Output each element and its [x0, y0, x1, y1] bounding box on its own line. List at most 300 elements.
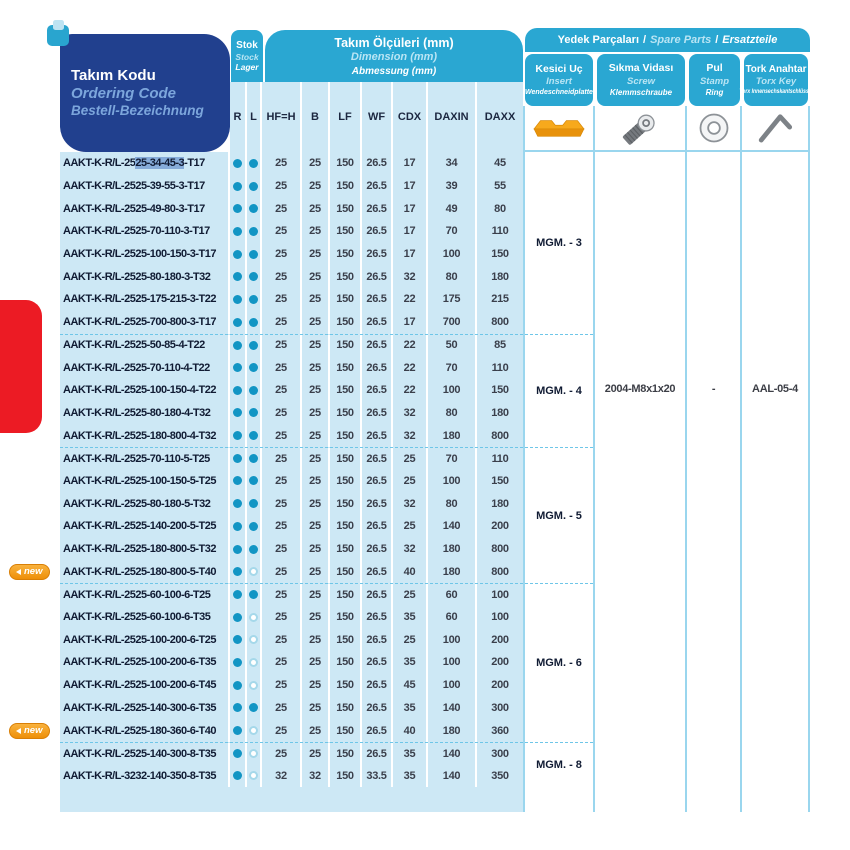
dimension-cell: 25 — [302, 492, 330, 515]
dimension-cell: 85 — [494, 339, 506, 352]
dimension-cell: 25 — [302, 265, 330, 288]
stock-r-dot-filled — [233, 771, 242, 780]
stock-r-dot-filled — [233, 522, 242, 531]
dimension-cell: 26.5 — [362, 697, 393, 720]
stock-r-dot-filled — [233, 726, 242, 735]
dimension-cell: 140 — [428, 515, 477, 538]
stock-l-cell — [247, 584, 262, 606]
ordering-code-text: AAKT-K-R/L-2525-80-180-3-T32 — [63, 270, 211, 283]
dimension-cell: 150 — [330, 356, 362, 379]
ordering-code-cell — [60, 335, 230, 357]
stock-l-cell — [247, 424, 262, 447]
table-row — [60, 470, 523, 493]
dimension-cell: 22 — [393, 288, 428, 311]
dimension-cell: 110 — [491, 225, 509, 238]
stock-l-cell — [247, 628, 262, 651]
dimension-cell: 60 — [428, 584, 477, 606]
dimension-cell: 25 — [302, 424, 330, 447]
dimension-cell: 25 — [302, 220, 330, 243]
torx-key-icon — [742, 106, 810, 150]
stock-l-dot-filled — [249, 590, 258, 599]
dimension-cell: 25 — [302, 243, 330, 266]
ordering-code-cell — [60, 697, 230, 720]
table-row — [24, 719, 523, 742]
spare-parts-label-de: Ersatzteile — [722, 34, 778, 46]
dimension-cell: 25 — [262, 265, 302, 288]
dimension-cell: 25 — [302, 448, 330, 470]
dimension-cell: 100 — [491, 611, 509, 624]
dimension-cell: 150 — [330, 448, 362, 470]
ordering-code-cell — [60, 470, 230, 493]
ordering-code-text: AAKT-K-R/L-2525-140-200-5-T25 — [63, 520, 216, 533]
stock-r-cell — [230, 674, 247, 697]
ordering-code-text: AAKT-K-R/L-2525-100-200-6-T25 — [63, 633, 216, 646]
dimension-cell: 25 — [262, 584, 302, 606]
ordering-code-text: AAKT-K-R/L-2525-700-800-3-T17 — [63, 316, 216, 329]
washer-icon — [687, 106, 742, 150]
dimension-cell: 150 — [330, 379, 362, 402]
dimension-cell: 150 — [330, 515, 362, 538]
dimension-cell: 25 — [262, 697, 302, 720]
dimension-cell: 25 — [302, 335, 330, 357]
insert-type-label: MGM. - 8 — [536, 759, 582, 772]
ordering-code-cell — [60, 288, 230, 311]
table-row — [60, 152, 523, 175]
dimension-cell: 25 — [262, 470, 302, 493]
stock-l-cell — [247, 743, 262, 765]
dimension-cell: 26.5 — [362, 606, 393, 629]
table-row — [60, 311, 523, 334]
dimension-cell: 35 — [393, 651, 428, 674]
badge-arrow-icon — [16, 728, 21, 734]
insert-header: Kesici Uç Insert Wendeschneidplatte — [525, 54, 593, 106]
dimension-cell: 150 — [491, 248, 509, 261]
ring-column — [687, 152, 742, 812]
dimension-cell: 26.5 — [362, 288, 393, 311]
dimension-cell: 100 — [491, 588, 509, 601]
dimension-cell: 700 — [428, 311, 477, 334]
stock-l-dot-filled — [249, 227, 258, 236]
table-row — [60, 402, 523, 425]
screw-value: 2004-M8x1x20 — [604, 383, 676, 395]
column-label: L — [247, 82, 262, 152]
ordering-code-text: AAKT-K-R/L-2525-180-360-6-T40 — [63, 724, 216, 737]
dimension-cell: 150 — [330, 719, 362, 742]
dimension-cell: 26.5 — [362, 448, 393, 470]
stock-l-cell — [247, 765, 262, 788]
table-row — [60, 424, 523, 447]
ordering-code-text: AAKT-K-R/L-2525-80-180-5-T32 — [63, 497, 211, 510]
dimension-cell: 26.5 — [362, 220, 393, 243]
stock-l-cell — [247, 175, 262, 198]
stock-r-dot-filled — [233, 408, 242, 417]
dimension-cell: 150 — [330, 584, 362, 606]
stock-l-dot-open — [249, 771, 258, 780]
dimension-cell: 17 — [393, 152, 428, 175]
stock-r-cell — [230, 197, 247, 220]
stock-r-cell — [230, 470, 247, 493]
stock-r-cell — [230, 265, 247, 288]
stock-l-cell — [247, 515, 262, 538]
stock-r-cell — [230, 628, 247, 651]
stock-r-dot-filled — [233, 318, 242, 327]
stock-r-dot-filled — [233, 499, 242, 508]
dimension-cell: 55 — [494, 180, 506, 193]
dimension-cell: 25 — [262, 175, 302, 198]
stock-r-cell — [230, 175, 247, 198]
table-row — [60, 674, 523, 697]
dimension-cell: 150 — [330, 402, 362, 425]
dimensions-label-tr: Takım Ölçüleri (mm) — [334, 35, 454, 50]
ordering-code-cell — [60, 175, 230, 198]
dimension-cell: 100 — [428, 379, 477, 402]
stock-l-cell — [247, 152, 262, 175]
dimension-cell: 25 — [302, 606, 330, 629]
dimension-cell: 25 — [302, 356, 330, 379]
stock-label-en: Stock — [235, 51, 259, 62]
column-labels — [230, 82, 523, 152]
dimension-cell: 25 — [262, 402, 302, 425]
dimension-cell: 150 — [330, 697, 362, 720]
insert-group-cell — [525, 583, 593, 742]
dimension-cell: 26.5 — [362, 175, 393, 198]
dimension-cell: 25 — [302, 719, 330, 742]
dimension-cell: 25 — [262, 651, 302, 674]
stock-r-cell — [230, 515, 247, 538]
table-row — [60, 243, 523, 266]
dimension-cell: 26.5 — [362, 243, 393, 266]
stock-r-dot-filled — [233, 250, 242, 259]
ordering-code-text: AAKT-K-R/L-2525-100-150-5-T25 — [63, 474, 216, 487]
dimension-cell: 40 — [393, 719, 428, 742]
dimension-cell: 25 — [393, 515, 428, 538]
dimension-cell: 800 — [491, 543, 509, 556]
stock-l-cell — [247, 335, 262, 357]
dimension-cell: 25 — [262, 311, 302, 334]
stock-l-dot-filled — [249, 204, 258, 213]
ordering-code-cell — [60, 606, 230, 629]
ordering-code-cell — [60, 220, 230, 243]
dimension-cell: 26.5 — [362, 515, 393, 538]
dimension-cell: 150 — [330, 606, 362, 629]
stock-l-dot-open — [249, 726, 258, 735]
dimension-cell: 180 — [491, 406, 509, 419]
dimension-cell: 32 — [393, 538, 428, 561]
ordering-code-text: AAKT-K-R/L-2525-175-215-3-T22 — [63, 293, 216, 306]
ordering-code-text: AAKT-K-R/L-2525-70-110-3-T17 — [63, 225, 210, 238]
stock-l-cell — [247, 492, 262, 515]
ordering-code-cell — [60, 628, 230, 651]
insert-type-label: MGM. - 5 — [536, 509, 582, 522]
stock-l-dot-filled — [249, 408, 258, 417]
dimension-cell: 25 — [302, 175, 330, 198]
stock-l-dot-filled — [249, 386, 258, 395]
stock-r-cell — [230, 220, 247, 243]
dimension-cell: 26.5 — [362, 152, 393, 175]
stock-l-dot-filled — [249, 703, 258, 712]
product-table — [24, 28, 813, 812]
dimension-cell: 215 — [491, 293, 509, 306]
screw-column — [595, 152, 687, 812]
table-row — [60, 697, 523, 720]
dimension-cell: 26.5 — [362, 311, 393, 334]
insert-group-cell — [525, 742, 593, 787]
ordering-code-text: AAKT-K-R/L-2525-140-300-8-T35 — [63, 747, 216, 760]
dimension-cell: 26.5 — [362, 538, 393, 561]
ordering-code-cell — [60, 424, 230, 447]
dimension-cell: 25 — [393, 628, 428, 651]
screw-header: Sıkma Vidası Screw Klemmschraube — [597, 54, 685, 106]
dimension-cell: 22 — [393, 379, 428, 402]
ordering-code-cell — [60, 356, 230, 379]
dimension-cell: 25 — [262, 560, 302, 583]
dimension-cell: 150 — [330, 265, 362, 288]
dimension-cell: 150 — [330, 335, 362, 357]
dimension-cell: 26.5 — [362, 584, 393, 606]
dimension-cell: 26.5 — [362, 492, 393, 515]
stock-r-dot-filled — [233, 295, 242, 304]
dimension-cell: 150 — [330, 243, 362, 266]
insert-type-label: MGM. - 6 — [536, 657, 582, 670]
ordering-code-cell — [60, 651, 230, 674]
stock-r-cell — [230, 584, 247, 606]
dimension-cell: 26.5 — [362, 743, 393, 765]
dimension-cell: 25 — [393, 448, 428, 470]
column-label: DAXIN — [428, 82, 477, 152]
stock-l-dot-filled — [249, 182, 258, 191]
column-label: HF=H — [262, 82, 302, 152]
dimension-cell: 25 — [262, 356, 302, 379]
header-ordering-code: Ordering Code — [71, 85, 177, 103]
ordering-code-cell — [24, 560, 230, 583]
dimension-cell: 25 — [302, 628, 330, 651]
dimension-cell: 150 — [330, 492, 362, 515]
rows-grid — [24, 152, 523, 812]
ordering-code-cell — [60, 197, 230, 220]
table-row — [60, 447, 523, 470]
table-row — [60, 175, 523, 198]
stock-r-dot-filled — [233, 159, 242, 168]
ordering-code-cell — [60, 311, 230, 334]
stock-r-dot-filled — [233, 613, 242, 622]
stock-r-cell — [230, 152, 247, 175]
dimension-cell: 180 — [428, 719, 477, 742]
dimension-cell: 26.5 — [362, 402, 393, 425]
dimension-cell: 25 — [262, 335, 302, 357]
dimension-cell: 180 — [428, 538, 477, 561]
dimension-cell: 150 — [330, 311, 362, 334]
dimension-cell: 26.5 — [362, 560, 393, 583]
dimension-cell: 100 — [428, 651, 477, 674]
torx-value: AAL-05-4 — [752, 383, 798, 395]
dimension-cell: 26.5 — [362, 335, 393, 357]
ordering-code-cell — [60, 743, 230, 765]
dimension-cell: 150 — [330, 765, 362, 788]
spare-parts-label-en: Spare Parts — [650, 34, 712, 46]
stock-r-cell — [230, 538, 247, 561]
column-label: LF — [330, 82, 362, 152]
new-badge: new — [9, 723, 50, 739]
stock-r-dot-filled — [233, 454, 242, 463]
stock-l-dot-open — [249, 749, 258, 758]
dimension-cell: 150 — [330, 152, 362, 175]
dimension-cell: 26.5 — [362, 265, 393, 288]
stock-l-cell — [247, 651, 262, 674]
dimension-cell: 150 — [330, 628, 362, 651]
stock-r-cell — [230, 743, 247, 765]
stock-l-cell — [247, 697, 262, 720]
table-row — [60, 606, 523, 629]
dimension-cell: 150 — [330, 288, 362, 311]
ring-header: Pul Stamp Ring — [689, 54, 740, 106]
stock-r-cell — [230, 243, 247, 266]
stock-l-cell — [247, 356, 262, 379]
stock-r-dot-filled — [233, 590, 242, 599]
dimension-cell: 17 — [393, 175, 428, 198]
table-row — [60, 288, 523, 311]
stock-l-dot-open — [249, 613, 258, 622]
stock-l-dot-filled — [249, 295, 258, 304]
ordering-code-text: AAKT-K-R/L-2525-100-200-6-T45 — [63, 679, 216, 692]
dimension-cell: 70 — [428, 220, 477, 243]
table-row — [60, 583, 523, 606]
ordering-code-text: AAKT-K-R/L-2525-100-150-4-T22 — [63, 384, 216, 397]
ordering-code-cell — [60, 492, 230, 515]
stock-l-dot-filled — [249, 522, 258, 531]
dimension-cell: 360 — [491, 724, 509, 737]
stock-r-dot-filled — [233, 341, 242, 350]
dimension-cell: 40 — [393, 560, 428, 583]
dimension-cell: 32 — [393, 265, 428, 288]
table-row — [60, 492, 523, 515]
dimensions-label-en: Dimension (mm) — [350, 50, 438, 63]
ordering-code-cell — [60, 265, 230, 288]
dimension-cell: 26.5 — [362, 197, 393, 220]
dimension-cell: 200 — [491, 679, 509, 692]
ordering-code-text: AAKT-K-R/L-2525-60-100-6-T25 — [63, 588, 211, 601]
insert-column — [523, 152, 595, 812]
dimension-cell: 100 — [428, 674, 477, 697]
dimension-cell: 25 — [262, 243, 302, 266]
dimension-cell: 25 — [302, 651, 330, 674]
stock-l-dot-open — [249, 658, 258, 667]
dimension-cell: 140 — [428, 697, 477, 720]
table-row — [60, 356, 523, 379]
ordering-code-cell — [60, 674, 230, 697]
dimension-cell: 25 — [302, 674, 330, 697]
dimension-cell: 140 — [428, 765, 477, 788]
dimension-cell: 110 — [491, 452, 509, 465]
dimension-cell: 25 — [262, 628, 302, 651]
stock-l-dot-open — [249, 567, 258, 576]
bookmark-icon — [47, 20, 69, 47]
table-row — [60, 220, 523, 243]
dimension-cell: 25 — [302, 515, 330, 538]
ring-value: - — [711, 383, 716, 395]
stock-l-cell — [247, 402, 262, 425]
dimension-cell: 25 — [262, 492, 302, 515]
dimension-cell: 45 — [494, 157, 506, 170]
dimension-cell: 800 — [491, 429, 509, 442]
dimension-cell: 25 — [262, 719, 302, 742]
dimension-cell: 110 — [491, 361, 509, 374]
table-row — [60, 651, 523, 674]
ordering-code-text: AAKT-K-R/L-2525-140-300-6-T35 — [63, 701, 216, 714]
stock-l-dot-filled — [249, 318, 258, 327]
dimension-cell: 25 — [262, 606, 302, 629]
dimension-cell: 25 — [262, 288, 302, 311]
dimension-cell: 26.5 — [362, 719, 393, 742]
dimension-cell: 180 — [428, 424, 477, 447]
dimensions-label-de: Abmessung (mm) — [351, 65, 437, 77]
dimension-cell: 150 — [330, 674, 362, 697]
dimension-cell: 800 — [491, 316, 509, 329]
insert-group-cell — [525, 334, 593, 448]
dimension-cell: 33.5 — [362, 765, 393, 788]
dimension-cell: 17 — [393, 220, 428, 243]
torx-key-header: Tork Anahtar Torx Key Torx Innensechskantschlüssel — [744, 54, 808, 106]
stock-r-cell — [230, 765, 247, 788]
dimension-cell: 80 — [494, 202, 506, 215]
dimension-cell: 26.5 — [362, 651, 393, 674]
dimension-cell: 17 — [393, 311, 428, 334]
stock-l-cell — [247, 719, 262, 742]
dimension-cell: 32 — [393, 492, 428, 515]
dimension-cell: 26.5 — [362, 628, 393, 651]
ordering-code-text: AAKT-K-R/L-2525-100-150-3-T17 — [63, 248, 216, 261]
stock-l-dot-filled — [249, 454, 258, 463]
dimension-cell: 25 — [302, 470, 330, 493]
dimension-cell: 25 — [262, 379, 302, 402]
stock-r-cell — [230, 697, 247, 720]
stock-l-cell — [247, 674, 262, 697]
ordering-code-text: AAKT-K-R/L-2525-180-800-5-T32 — [63, 543, 216, 556]
dimension-cell: 180 — [428, 560, 477, 583]
section-tab — [0, 300, 42, 433]
insert-group-cell — [525, 152, 593, 334]
dimension-cell: 70 — [428, 356, 477, 379]
ordering-code-text: AAKT-K-R/L-2525-39-55-3-T17 — [63, 180, 205, 193]
dimension-cell: 150 — [330, 538, 362, 561]
dimension-cell: 100 — [428, 628, 477, 651]
table-row — [24, 560, 523, 583]
stock-l-cell — [247, 311, 262, 334]
stock-l-dot-filled — [249, 431, 258, 440]
ordering-code-cell — [60, 402, 230, 425]
dimension-cell: 25 — [262, 448, 302, 470]
stock-r-cell — [230, 424, 247, 447]
stock-l-dot-filled — [249, 545, 258, 554]
dimension-cell: 350 — [491, 769, 509, 782]
dimension-cell: 25 — [262, 674, 302, 697]
stock-r-cell — [230, 492, 247, 515]
stock-l-cell — [247, 470, 262, 493]
dimension-cell: 25 — [302, 402, 330, 425]
dimension-cell: 80 — [428, 492, 477, 515]
stock-r-cell — [230, 288, 247, 311]
ordering-code-cell — [60, 515, 230, 538]
dimension-cell: 25 — [302, 152, 330, 175]
dimension-cell: 17 — [393, 197, 428, 220]
stock-r-dot-filled — [233, 363, 242, 372]
table-row — [60, 265, 523, 288]
dimension-cell: 300 — [491, 747, 509, 760]
dimension-cell: 25 — [302, 197, 330, 220]
stock-r-cell — [230, 402, 247, 425]
stock-l-dot-filled — [249, 250, 258, 259]
dimension-cell: 35 — [393, 606, 428, 629]
dimension-cell: 80 — [428, 265, 477, 288]
